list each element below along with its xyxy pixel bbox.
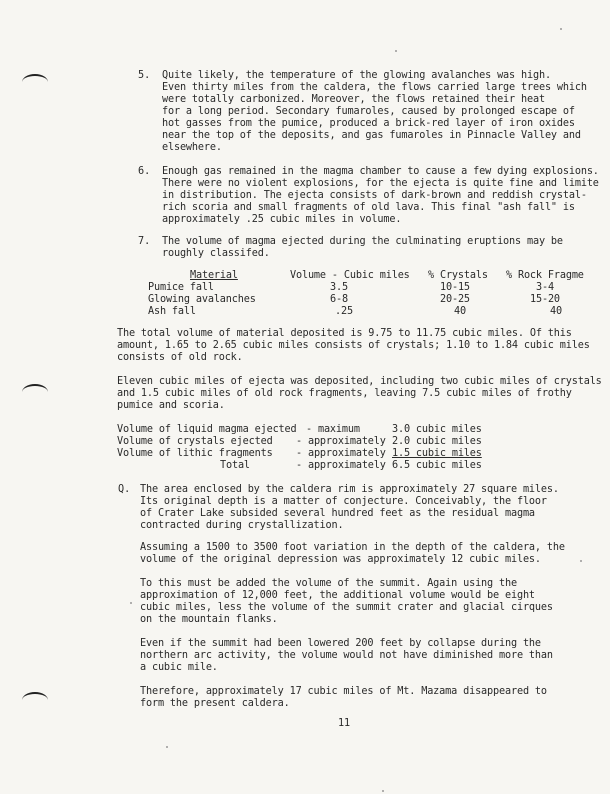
paragraph-line: To this must be added the volume of the summit. Again using the <box>140 578 517 589</box>
table-cell: 6-8 <box>330 294 348 305</box>
paragraph-line: Eleven cubic miles of ejecta was deposited, including two cubic miles of crystals <box>117 376 602 387</box>
item-line: Its original depth is a matter of conjecture. Conceivably, the floor <box>140 496 547 507</box>
table-cell: Volume of liquid magma ejected <box>117 424 297 435</box>
table-cell: 15-20 <box>530 294 560 305</box>
scan-speck <box>395 50 397 52</box>
item-line: The area enclosed by the caldera rim is approximately 27 square miles. <box>140 484 559 495</box>
item-line: rich scoria and small fragments of old lava. This final "ash fall" is <box>162 202 575 213</box>
scan-speck <box>166 746 168 748</box>
paragraph-line: a cubic mile. <box>140 662 218 673</box>
item-line: Quite likely, the temperature of the glowing avalanches was high. <box>162 70 551 81</box>
table-cell: 2.0 cubic miles <box>392 436 482 447</box>
table-cell: 1.5 cubic miles <box>392 448 482 459</box>
table-header: Volume - Cubic miles <box>290 270 410 281</box>
item-line: The volume of magma ejected during the culminating eruptions may be <box>162 236 563 247</box>
scan-speck <box>560 28 562 30</box>
item-line: near the top of the deposits, and gas fumaroles in Pinnacle Valley and <box>162 130 581 141</box>
item-number: 7. <box>138 236 151 247</box>
table-cell: 6.5 cubic miles <box>392 460 482 471</box>
paragraph-line: on the mountain flanks. <box>140 614 278 625</box>
paragraph-line: approximation of 12,000 feet, the additional volume would be eight <box>140 590 535 601</box>
table-cell: - approximately <box>296 460 386 471</box>
item-line: contracted during crystallization. <box>140 520 344 531</box>
paragraph-line: volume of the original depression was approximately 12 cubic miles. <box>140 554 541 565</box>
table-cell: .25 <box>335 306 353 317</box>
item-line: There were no violent explosions, for the ejecta is quite fine and limite <box>162 178 599 189</box>
table-header: % Crystals <box>428 270 488 281</box>
table-cell: Glowing avalanches <box>148 294 256 305</box>
paragraph-line: Assuming a 1500 to 3500 foot variation in the depth of the caldera, the <box>140 542 565 553</box>
paragraph-line: amount, 1.65 to 2.65 cubic miles consists of crystals; 1.10 to 1.84 cubic miles <box>117 340 590 351</box>
table-cell: 3.0 cubic miles <box>392 424 482 435</box>
table-cell: - approximately <box>296 436 386 447</box>
item-line: in distribution. The ejecta consists of dark-brown and reddish crystal- <box>162 190 587 201</box>
scan-speck <box>130 602 132 604</box>
table-cell: 3.5 <box>330 282 348 293</box>
table-cell: 20-25 <box>440 294 470 305</box>
paragraph-line: form the present caldera. <box>140 698 290 709</box>
item-line: approximately .25 cubic miles in volume. <box>162 214 402 225</box>
table-header: Material <box>190 270 238 281</box>
table-cell: 40 <box>454 306 466 317</box>
table-cell: 10-15 <box>440 282 470 293</box>
item-line: Enough gas remained in the magma chamber to cause a few dying explosions. <box>162 166 599 177</box>
punch-hole-mark <box>22 384 48 400</box>
table-cell: Volume of lithic fragments <box>117 448 273 459</box>
item-line: elsewhere. <box>162 142 222 153</box>
table-cell: 40 <box>550 306 562 317</box>
paragraph-line: and 1.5 cubic miles of old rock fragments, leaving 7.5 cubic miles of frothy <box>117 388 572 399</box>
paragraph-line: The total volume of material deposited is 9.75 to 11.75 cubic miles. Of this <box>117 328 572 339</box>
item-number: 5. <box>138 70 151 81</box>
paragraph-line: pumice and scoria. <box>117 400 225 411</box>
paragraph-line: northern arc activity, the volume would not have diminished more than <box>140 650 553 661</box>
table-cell: Pumice fall <box>148 282 214 293</box>
table-cell: - maximum <box>306 424 360 435</box>
paragraph-line: Therefore, approximately 17 cubic miles of Mt. Mazama disappeared to <box>140 686 547 697</box>
paragraph-line: Even if the summit had been lowered 200 feet by collapse during the <box>140 638 541 649</box>
item-line: for a long period. Secondary fumaroles, caused by prolonged escape of <box>162 106 575 117</box>
table-cell: Volume of crystals ejected <box>117 436 273 447</box>
paragraph-line: consists of old rock. <box>117 352 243 363</box>
punch-hole-mark <box>22 692 48 708</box>
item-line: of Crater Lake subsided several hundred feet as the residual magma <box>140 508 535 519</box>
scan-speck <box>580 560 582 562</box>
punch-hole-mark <box>22 74 48 90</box>
page-number: 11 <box>338 718 350 729</box>
table-header: % Rock Fragme <box>506 270 584 281</box>
table-cell: Ash fall <box>148 306 196 317</box>
table-cell: - approximately <box>296 448 386 459</box>
table-cell: 3-4 <box>536 282 554 293</box>
scan-speck <box>382 790 384 792</box>
item-line: roughly classifed. <box>162 248 270 259</box>
item-number: 6. <box>138 166 151 177</box>
item-line: hot gasses from the pumice, produced a brick-red layer of iron oxides <box>162 118 575 129</box>
item-line: were totally carbonized. Moreover, the flows retained their heat <box>162 94 545 105</box>
table-cell: Total <box>220 460 250 471</box>
item-number: Q. <box>118 484 131 495</box>
item-line: Even thirty miles from the caldera, the flows carried large trees which <box>162 82 587 93</box>
paragraph-line: cubic miles, less the volume of the summit crater and glacial cirques <box>140 602 553 613</box>
